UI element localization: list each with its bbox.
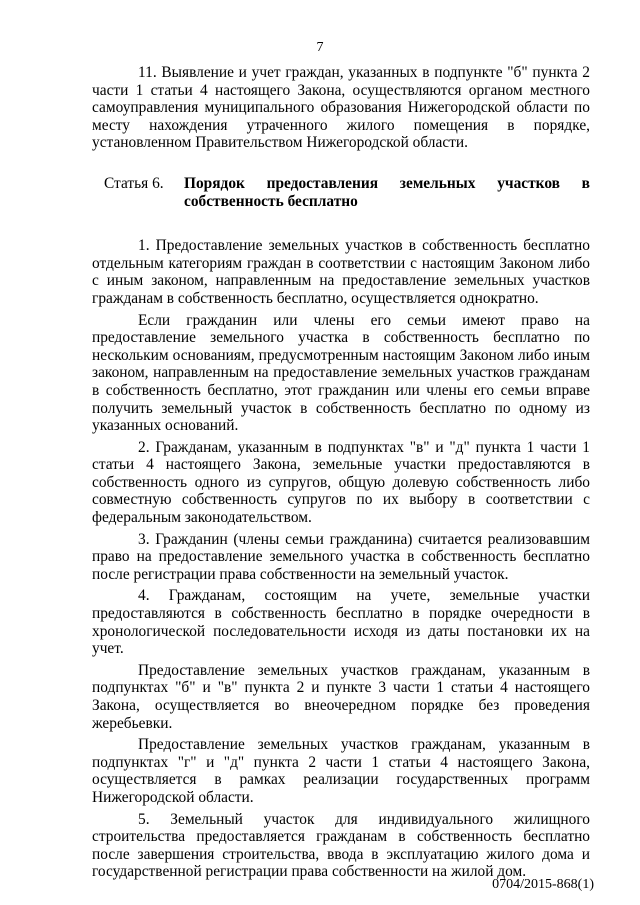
paragraph: 4. Гражданам, состоящим на учете, земельные участки предоставляются в собственность бесплатно в порядке очередности в хронологической последовательности исходя из даты постановки их на учет. bbox=[92, 587, 590, 658]
article-number: Статья 6. bbox=[104, 174, 164, 192]
paragraph: Предоставление земельных участков гражданам, указанным в подпунктах "б" и "в" пункта 2 и пункте 3 части 1 статьи 4 настоящего Закона, осуществляется во внеочередном порядке без проведения жеребьевки. bbox=[92, 661, 590, 732]
paragraph: 2. Гражданам, указанным в подпунктах "в" и "д" пункта 1 части 1 статьи 4 настоящего Закона, земельные участки предоставляются в собственность одного из супругов, общую долевую собственность либо совместную собственность супругов по их выбору в соответствии с федеральным законодательством. bbox=[92, 438, 590, 527]
page-number: 7 bbox=[316, 40, 324, 55]
paragraph: 1. Предоставление земельных участков в собственность бесплатно отдельным категориям граждан в соответствии с настоящим Законом либо с иным законом, направленным на предоставление земельных участков гражданам в собственность бесплатно, осуществляется однократно. bbox=[92, 237, 590, 307]
article-heading bbox=[92, 175, 590, 210]
article-title: Порядок предоставления земельных участков в собственность бесплатно bbox=[184, 174, 590, 210]
paragraph: 5. Земельный участок для индивидуального жилищного строительства предоставляется гражданам в собственность бесплатно после завершения строительства, ввода в эксплуатацию жилого дома и государственной регистрации права собственности на жилой дом. bbox=[92, 810, 590, 881]
document-code: 0704/2015-868(1) bbox=[492, 877, 594, 892]
paragraph-item-11: 11. Выявление и учет граждан, указанных в подпункте "б" пункта 2 части 1 статьи 4 настоящего Закона, осуществляются органом местного самоуправления муниципального образования Нижегородской области по месту нахождения утраченного жилого помещения в порядке, установленном Правительством Нижегородской области. bbox=[92, 64, 590, 152]
paragraph: Предоставление земельных участков гражданам, указанным в подпунктах "г" и "д" пункта 2 части 1 статьи 4 настоящего Закона, осуществляется в рамках реализации государственных программ Нижегородской области. bbox=[92, 736, 590, 806]
paragraph: Если гражданин или члены его семьи имеют право на предоставление земельного участка в собственность бесплатно по нескольким основаниям, предусмотренным настоящим Законом либо иным законом, направленным на предоставление земельных участков гражданам в собственность бесплатно, этот гражданин или члены его семьи вправе получить земельный участок в собственность бесплатно по одному из указанных оснований. bbox=[92, 311, 590, 435]
document-body bbox=[92, 64, 590, 881]
paragraph: 3. Гражданин (члены семьи гражданина) считается реализовавшим право на предоставление земельного участка в собственность бесплатно после регистрации права собственности на земельный участок. bbox=[92, 530, 590, 583]
